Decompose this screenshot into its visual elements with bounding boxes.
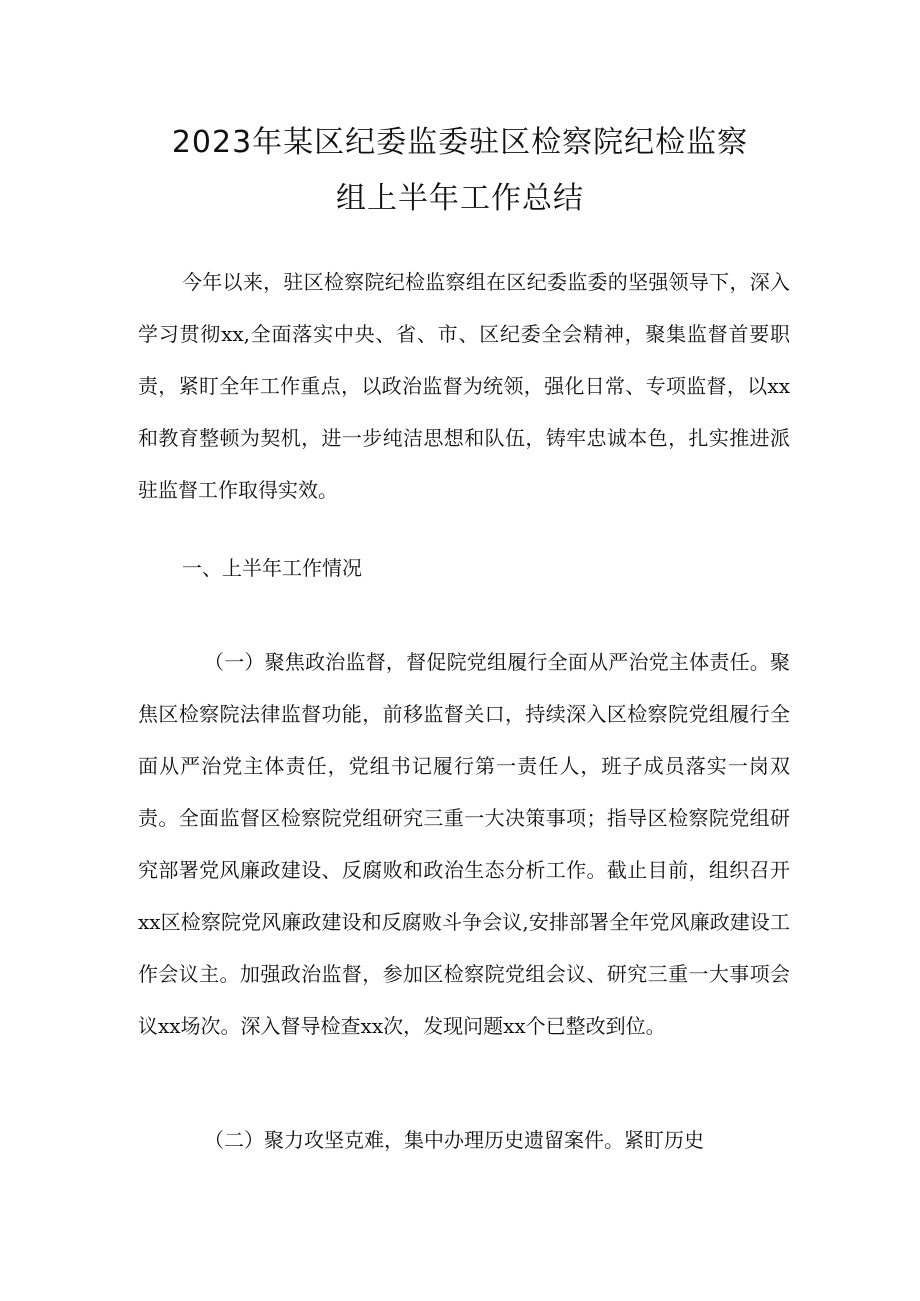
- paragraph-political-supervision: （一）聚焦政治监督，督促院党组履行全面从严治党主体责任。聚焦区检察院法律监督功能，前移监督关口，持续深入区检察院党组履行全面从严治党主体责任，党组书记履行第一责任人，班子成员落实一岗双责。全面监督区检察院党组研究三重一大决策事项；指导区检察院党组研究部署党风廉政建设、反腐败和政治生态分析工作。截止目前，组织召开xx区检察院党风廉政建设和反腐败斗争会议,安排部署全年党风廉政建设工作会议主。加强政治监督，参加区检察院党组会议、研究三重一大事项会议xx场次。深入督导检查xx次，发现问题xx个已整改到位。: [138, 650, 790, 1038]
- document-title-line-1: 2023年某区纪委监委驻区检察院纪检监察: [171, 125, 749, 160]
- paragraph-historical-cases: （二）聚力攻坚克难，集中办理历史遗留案件。紧盯历史: [204, 1128, 704, 1152]
- document-title-line-2: 组上半年工作总结: [336, 181, 584, 216]
- section-heading: 一、上半年工作情况: [182, 556, 362, 580]
- intro-paragraph: 今年以来，驻区检察院纪检监察组在区纪委监委的坚强领导下，深入学习贯彻xx,全面落实中央、省、市、区纪委全会精神，聚集监督首要职责，紧盯全年工作重点，以政治监督为统领，强化日常、专项监督，以xx和教育整顿为契机，进一步纯洁思想和队伍，铸牢忠诚本色，扎实推进派驻监督工作取得实效。: [138, 270, 790, 502]
